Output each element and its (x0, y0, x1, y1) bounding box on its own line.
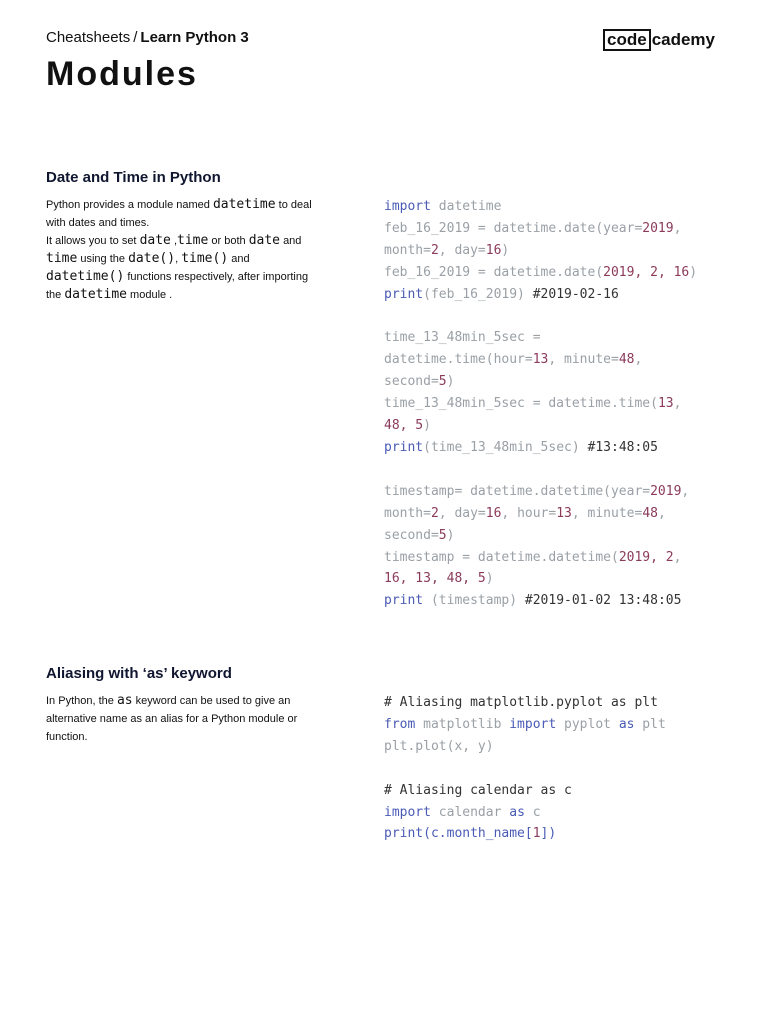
code-text: month= (384, 505, 431, 521)
inline-code: datetime (212, 197, 276, 212)
desc-text: or both (211, 235, 246, 247)
code-number: 16 (485, 505, 502, 521)
code-keyword: from (384, 716, 416, 732)
code-number: 5 (438, 527, 447, 543)
code-text: ) (501, 242, 510, 258)
section-description-aliasing (46, 692, 316, 746)
inline-code: datetime() (46, 269, 125, 284)
code-keyword: print (384, 286, 424, 302)
desc-text: and (283, 235, 302, 247)
inline-code: datetime (64, 287, 127, 302)
code-keyword: ]) (540, 826, 557, 842)
code-number: 13 (657, 396, 674, 412)
code-text: second= (384, 374, 439, 390)
code-text: timestamp= datetime.datetime(year= (384, 483, 651, 499)
code-number: 5 (438, 374, 447, 390)
code-text: second= (384, 527, 439, 543)
code-text: ) (485, 571, 494, 587)
code-text: matplotlib (415, 716, 510, 732)
code-text: ) (689, 264, 698, 280)
code-text: datetime.time(hour= (384, 352, 533, 368)
code-keyword: print (384, 439, 424, 455)
code-text: time_13_48min_5sec = (384, 330, 541, 346)
code-text: datetime (430, 199, 502, 214)
code-number: 2019, 2 (618, 549, 674, 565)
code-number: 16, 13, 48, 5 (384, 571, 486, 587)
code-number: 48 (642, 505, 658, 521)
breadcrumb-separator: / (133, 29, 138, 46)
code-output-comment: #2019-02-16 (524, 286, 619, 302)
code-text: ) (446, 527, 455, 543)
code-text: pyplot (556, 716, 619, 732)
code-number: 13 (556, 505, 572, 521)
code-keyword: as (618, 716, 635, 732)
code-text: plt.plot(x, y) (384, 738, 494, 754)
code-text: , (673, 220, 682, 236)
code-output-comment: #13:48:05 (579, 439, 658, 455)
code-text: timestamp = datetime.datetime( (384, 549, 619, 565)
code-text: , day= (438, 242, 486, 258)
inline-code: date (248, 233, 280, 248)
desc-text: It allows you to set (46, 235, 137, 247)
code-text: , (673, 549, 682, 565)
desc-text: and (231, 253, 250, 265)
inline-code: date() (128, 251, 176, 266)
code-text: feb_16_2019 = datetime.date( (384, 264, 604, 280)
code-number: 2 (430, 242, 439, 258)
desc-text: functions respectively, after importing the (46, 271, 309, 301)
desc-text: , (173, 235, 177, 247)
desc-text: In Python, the (46, 695, 114, 707)
code-text: (feb_16_2019) (423, 286, 525, 302)
code-number: 2019, 2, 16 (603, 264, 690, 280)
code-number: 2019 (642, 220, 674, 236)
code-number: 2 (430, 505, 439, 521)
code-text: , (634, 352, 643, 368)
desc-text: to deal with dates and times. (46, 199, 312, 229)
code-comment: # Aliasing matplotlib.pyplot as plt (384, 695, 658, 710)
code-comment: # Aliasing calendar as c (384, 782, 572, 798)
inline-code: date (139, 233, 171, 248)
code-text: feb_16_2019 = datetime.date(year= (384, 220, 643, 236)
code-text: plt (634, 716, 666, 732)
code-text: c (524, 804, 541, 820)
code-block-datetime (384, 196, 724, 612)
code-text: , (657, 505, 666, 521)
code-keyword: import (509, 716, 557, 732)
desc-text: keyword can be used to give an alternative name as an alias for a Python module or function. (46, 695, 298, 743)
code-keyword: print (384, 593, 424, 609)
section-title-datetime: Date and Time in Python (46, 169, 221, 186)
code-keyword: as (509, 804, 525, 820)
code-text: (time_13_48min_5sec) (423, 439, 580, 455)
desc-text: using the (80, 253, 126, 265)
code-text: , (681, 483, 690, 499)
code-block-aliasing (384, 692, 724, 845)
code-text: , day= (438, 505, 486, 521)
code-text: (timestamp) (423, 593, 518, 609)
page-title: Modules (46, 55, 198, 93)
code-number: 13 (532, 352, 549, 368)
code-number: 1 (532, 826, 541, 842)
code-text: , hour= (501, 505, 557, 521)
code-keyword: import (384, 804, 431, 820)
code-text: , minute= (548, 352, 619, 368)
code-number: 48 (618, 352, 635, 368)
code-keyword: print(c.month_name[ (384, 826, 533, 842)
code-number: 2019 (650, 483, 682, 499)
inline-code: time() (181, 251, 229, 266)
code-number: 16 (485, 242, 502, 258)
logo-box-text: code (603, 29, 651, 51)
breadcrumb (46, 28, 249, 48)
code-output-comment: #2019-01-02 13:48:05 (517, 593, 682, 609)
code-text: calendar (430, 804, 510, 820)
inline-code: as (116, 693, 133, 708)
code-text: , minute= (571, 505, 643, 521)
desc-text: module . (130, 289, 173, 301)
code-text: , (673, 396, 682, 412)
code-text: month= (384, 242, 431, 258)
breadcrumb-root-link[interactable]: Cheatsheets (46, 29, 131, 46)
codecademy-logo[interactable] (603, 29, 715, 51)
code-text: time_13_48min_5sec = datetime.time( (384, 396, 658, 412)
inline-code: time (46, 251, 78, 266)
code-keyword: import (384, 199, 431, 214)
inline-code: time (177, 233, 209, 248)
section-title-aliasing: Aliasing with ‘as’ keyword (46, 665, 232, 682)
code-number: 48, 5 (384, 418, 424, 434)
breadcrumb-current[interactable]: Learn Python 3 (140, 29, 249, 46)
section-description-datetime: Python provides a module named datetime to deal with dates and times. It allows you to set date ,time or both date and time using the date(), time() and datetime() functions respectively, after importing the datetime module . (46, 197, 312, 302)
code-text: ) (423, 418, 431, 434)
logo-rest-text: cademy (651, 30, 716, 49)
code-text: ) (446, 374, 455, 390)
desc-text: Python provides a module named (46, 199, 210, 211)
